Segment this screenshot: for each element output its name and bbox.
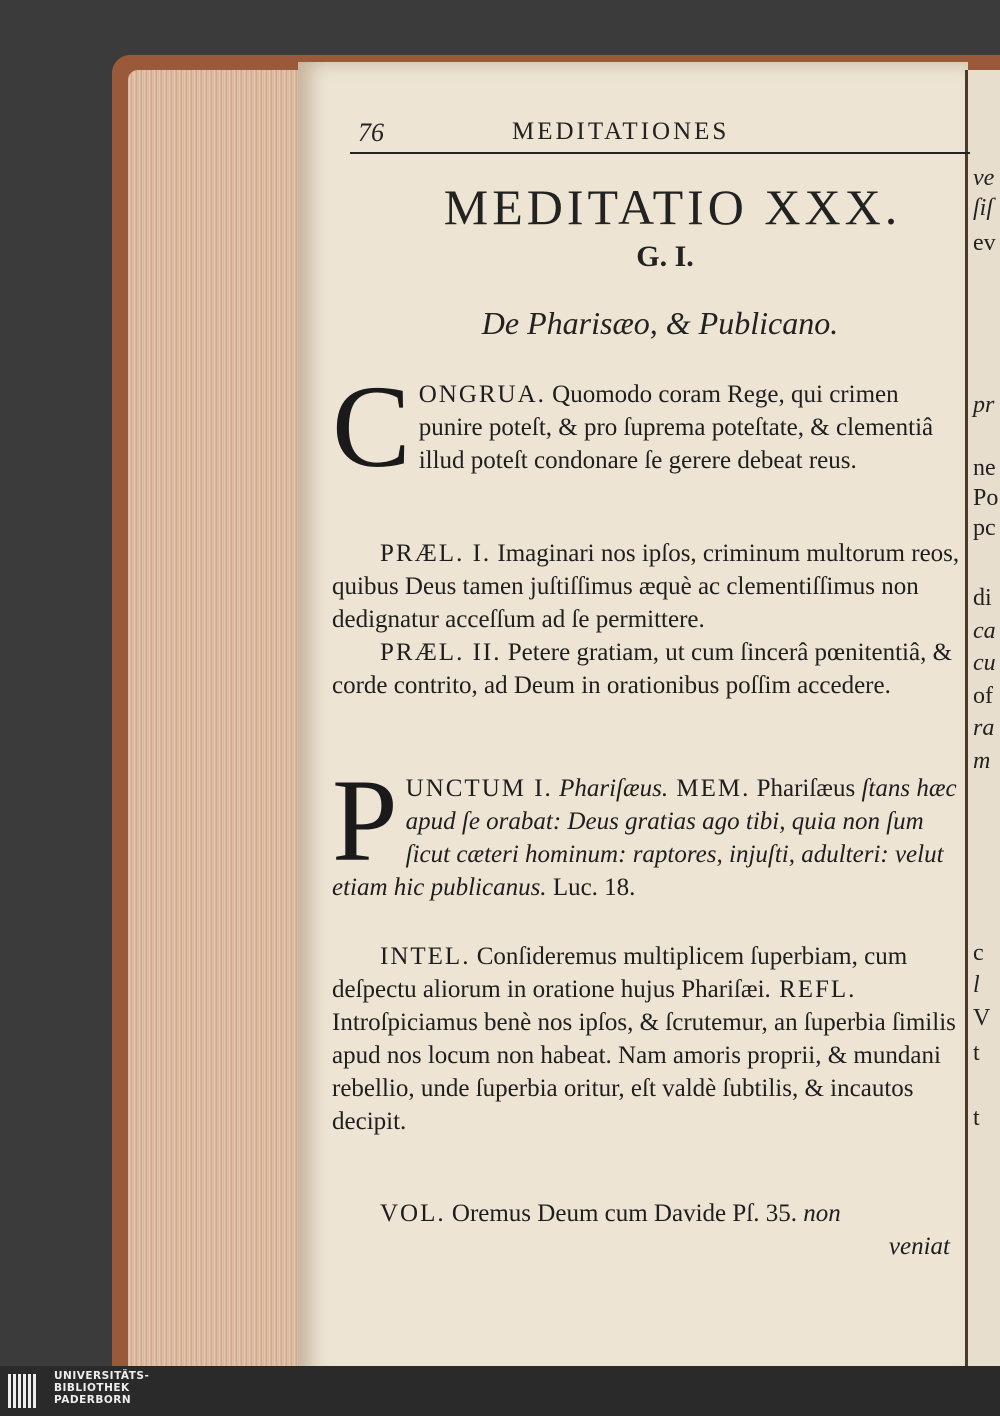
mem-label: MEM. <box>668 775 751 802</box>
library-logo-icon <box>8 1374 48 1410</box>
facing-fragment: ne <box>973 455 996 481</box>
punctum-speaker: Phariſæus. <box>552 775 669 802</box>
library-footer <box>0 1366 1000 1416</box>
page-number: 76 <box>358 118 384 147</box>
facing-fragment: ra <box>973 715 995 741</box>
library-line-1: UNIVERSITÄTS- <box>54 1370 150 1382</box>
punctum-reference: Luc. 18. <box>546 874 636 901</box>
facing-fragment: di <box>973 585 992 611</box>
punctum-quote: ſtans hæc apud ſe orabat: Deus gratias ago tibi, quia non ſum ſicut cæteri hominum: raptores, injuſti, adulteri: velut etiam hic publicanus. <box>332 775 957 901</box>
congrua-text: Quomodo coram Rege, qui crimen punire poteſt, & pro ſuprema poteſtate, & clementiâ illud poteſt condonare ſe gerere debeat reus. <box>418 381 934 474</box>
punctum-label: UNCTUM I. <box>405 775 553 802</box>
prael2-paragraph <box>332 636 960 702</box>
facing-fragment: Po <box>973 485 999 511</box>
facing-fragment: ve <box>973 165 995 191</box>
page-edges <box>128 70 298 1366</box>
prael1-label: PRÆL. I. <box>380 540 492 567</box>
section-mark: G. I. <box>636 240 694 273</box>
vol-text: Oremus Deum cum Davide Pſ. 35. <box>445 1200 797 1227</box>
library-name <box>54 1370 149 1406</box>
facing-fragment: t <box>973 1040 980 1066</box>
facing-fragment: t <box>973 1105 980 1131</box>
refl-label: REFL. <box>770 976 857 1003</box>
prael2-text: Petere gratiam, ut cum ſincerâ pœnitentiâ, & corde contrito, ad Deum in orationibus poſſim accedere. <box>332 639 953 699</box>
facing-fragment: c <box>973 940 984 966</box>
intel-text: Conſideremus multiplicem ſuperbiam, cum deſpectu aliorum in oratione hujus Phariſæi. <box>332 943 908 1003</box>
facing-fragment: ca <box>973 618 996 644</box>
dropcap-c: C <box>332 361 411 492</box>
meditation-title: MEDITATIO XXX. <box>443 179 902 235</box>
prael1-text: Imaginari nos ipſos, criminum multorum reos, quibus Deus tamen juſtiſſimus æquè ac clementiſſimus non dedignatur acceſſum ad ſe permittere. <box>332 540 960 633</box>
running-title: MEDITATIONES <box>512 118 730 145</box>
congrua-label: ONGRUA. <box>418 381 546 408</box>
intel-paragraph <box>332 940 960 1138</box>
facing-fragment: l <box>973 972 980 998</box>
punctum-paragraph <box>332 755 960 904</box>
vol-label: VOL. <box>380 1200 446 1227</box>
congrua-paragraph <box>332 361 960 492</box>
head-rule <box>350 152 970 154</box>
facing-fragment: pc <box>973 515 996 541</box>
intel-label: INTEL. <box>380 943 471 970</box>
library-line-2: BIBLIOTHEK <box>54 1382 130 1394</box>
facing-fragment: ev <box>973 230 996 256</box>
meditation-subtitle: De Pharisæo, & Publicano. <box>481 305 839 341</box>
catchword: veniat <box>888 1233 950 1260</box>
prael2-label: PRÆL. II. <box>380 639 502 666</box>
mem-text: Phariſæus <box>750 775 862 802</box>
vol-tail: non <box>796 1200 841 1227</box>
vol-paragraph <box>332 1197 960 1230</box>
facing-fragment: m <box>973 748 991 774</box>
prael1-paragraph <box>332 537 960 636</box>
dropcap-p: P <box>332 755 398 886</box>
facing-fragment: ſiſ <box>973 195 994 221</box>
facing-fragment: cu <box>973 650 996 676</box>
library-line-3: PADERBORN <box>54 1394 132 1406</box>
facing-fragment: V <box>973 1005 991 1031</box>
facing-fragment: pr <box>973 392 995 418</box>
running-head <box>350 118 960 154</box>
facing-fragment: of <box>973 683 993 709</box>
refl-text: Introſpiciamus benè nos ipſos, & ſcrutemur, an ſuperbia ſimilis apud nos locum non habeat. Nam amoris proprii, & mundani rebellio, unde ſuperbia oritur, eſt valdè ſubtilis, & incautos decipit. <box>332 1009 956 1135</box>
